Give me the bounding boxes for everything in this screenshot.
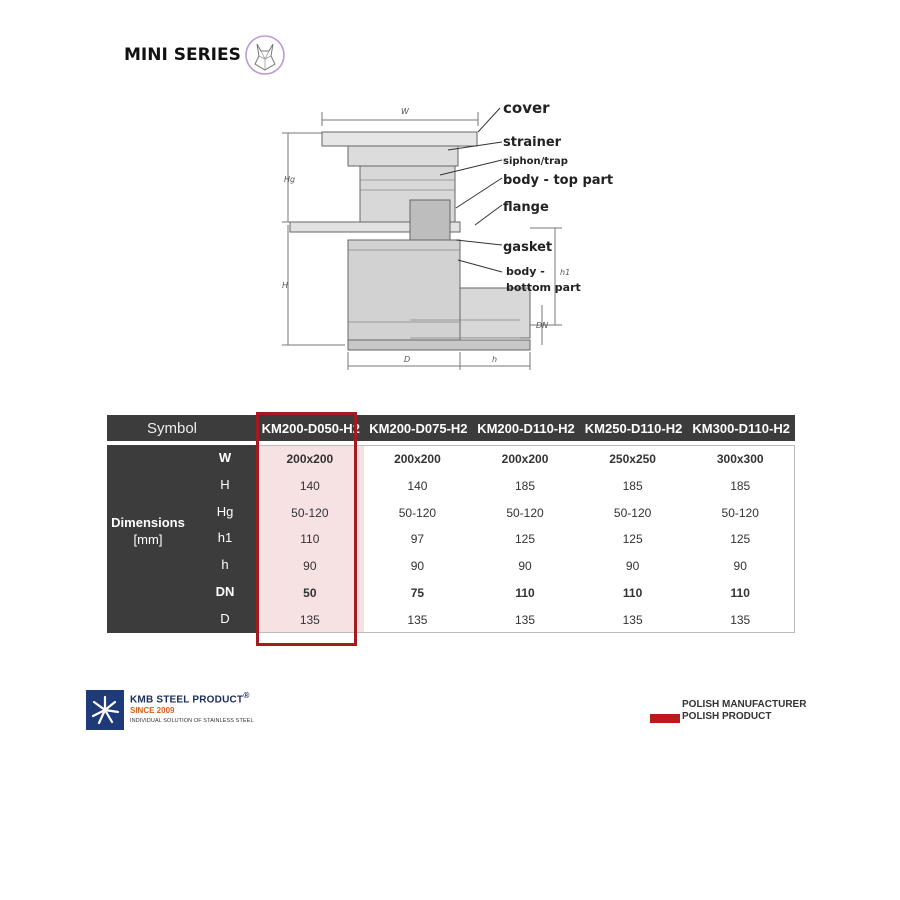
value-cell: 135 — [622, 612, 643, 627]
polish-badge — [650, 699, 806, 723]
value-cell: 97 — [410, 532, 425, 547]
polish-text — [682, 699, 806, 723]
model-column — [579, 446, 687, 632]
value-cell: 200x200 — [394, 452, 441, 466]
value-cell: 185 — [622, 478, 643, 493]
value-cell: 110 — [622, 585, 643, 600]
model-column — [364, 446, 472, 632]
value-cell: 50-120 — [398, 505, 437, 520]
label-body-bottom-1: body - — [506, 265, 545, 278]
dimensions-sidebar — [107, 445, 256, 633]
fox-logo-icon — [244, 34, 286, 76]
brand-name: KMB STEEL PRODUCT® — [130, 690, 250, 706]
dim-h: H — [282, 281, 289, 290]
model-column — [471, 446, 579, 632]
value-cell: 90 — [410, 559, 425, 574]
value-cell: 140 — [299, 478, 320, 493]
param-labels — [195, 445, 255, 633]
param-label: Hg — [216, 503, 234, 519]
label-siphon: siphon/trap — [503, 156, 568, 167]
value-cell: 135 — [407, 612, 428, 627]
values-grid — [256, 445, 795, 633]
brand-since: SINCE 2009 — [130, 706, 175, 716]
param-label: h — [221, 557, 229, 573]
value-cell: 200x200 — [501, 452, 549, 466]
model-header: KM250-D110-H2 — [584, 420, 683, 436]
value-cell: 185 — [515, 478, 536, 493]
dim-h1: h1 — [560, 268, 571, 277]
model-header: KM200-D075-H2 — [369, 420, 468, 436]
polish-line2: POLISH PRODUCT — [682, 711, 772, 722]
param-label: DN — [215, 583, 235, 599]
table-body — [107, 445, 795, 633]
dimensions-unit: [mm] — [133, 532, 163, 547]
polish-flag-bar — [650, 714, 680, 723]
series-header — [124, 34, 286, 76]
table-header-row — [107, 415, 795, 441]
model-column-highlighted — [256, 446, 364, 632]
value-cell: 185 — [730, 478, 751, 493]
param-label: h1 — [217, 530, 233, 546]
label-flange: flange — [503, 200, 549, 215]
model-column — [686, 446, 794, 632]
value-cell: 110 — [730, 585, 750, 600]
value-cell: 135 — [299, 612, 320, 627]
label-gasket: gasket — [503, 240, 553, 255]
param-label: W — [218, 450, 232, 465]
dim-hg: Hg — [284, 175, 296, 184]
dim-w: W — [401, 107, 409, 116]
dimensions-group-label — [107, 515, 189, 547]
value-cell: 125 — [622, 532, 643, 547]
value-cell: 135 — [730, 612, 751, 627]
label-body-top: body - top part — [503, 173, 614, 188]
value-cell: 50-120 — [721, 505, 759, 520]
model-header: KM300-D110-H2 — [692, 420, 790, 436]
dim-d: D — [404, 355, 411, 364]
label-cover: cover — [503, 99, 550, 117]
value-cell: 90 — [625, 559, 640, 574]
value-cell: 135 — [515, 612, 536, 627]
brand-block — [86, 690, 254, 730]
value-cell: 50-120 — [613, 505, 652, 520]
value-cell: 140 — [407, 478, 428, 493]
label-strainer: strainer — [503, 135, 562, 150]
dimensions-label: Dimensions — [111, 515, 185, 530]
brand-text — [130, 690, 254, 724]
value-cell: 50 — [303, 585, 317, 600]
technical-drawing — [270, 90, 614, 380]
brand-tagline: INDIVIDUAL SOLUTION OF STAINLESS STEEL — [130, 718, 254, 725]
kmb-logo-icon — [86, 690, 124, 730]
value-cell: 50-120 — [506, 505, 544, 520]
label-body-bottom-2: bottom part — [506, 281, 581, 294]
value-cell: 125 — [515, 532, 536, 547]
value-cell: 300x300 — [716, 452, 764, 466]
polish-line1: POLISH MANUFACTURER — [682, 699, 807, 710]
value-cell: 110 — [515, 585, 535, 600]
value-cell: 125 — [730, 532, 751, 547]
param-label: H — [220, 476, 230, 492]
value-cell: 250x250 — [609, 452, 656, 466]
series-title: MINI SERIES — [124, 45, 241, 65]
dim-h-small: h — [492, 355, 498, 364]
model-header: KM200-D050-H2 — [261, 420, 360, 436]
value-cell: 75 — [410, 585, 425, 600]
param-label: D — [220, 610, 230, 626]
symbol-label: Symbol — [147, 419, 198, 437]
model-header: KM200-D110-H2 — [477, 420, 575, 436]
value-cell: 90 — [518, 559, 532, 574]
value-cell: 50-120 — [291, 505, 329, 520]
spec-table — [107, 415, 795, 633]
dim-dn: DN — [536, 321, 549, 330]
value-cell: 110 — [300, 532, 320, 547]
value-cell: 200x200 — [286, 452, 334, 466]
value-cell: 90 — [303, 559, 317, 574]
value-cell: 90 — [733, 559, 747, 574]
